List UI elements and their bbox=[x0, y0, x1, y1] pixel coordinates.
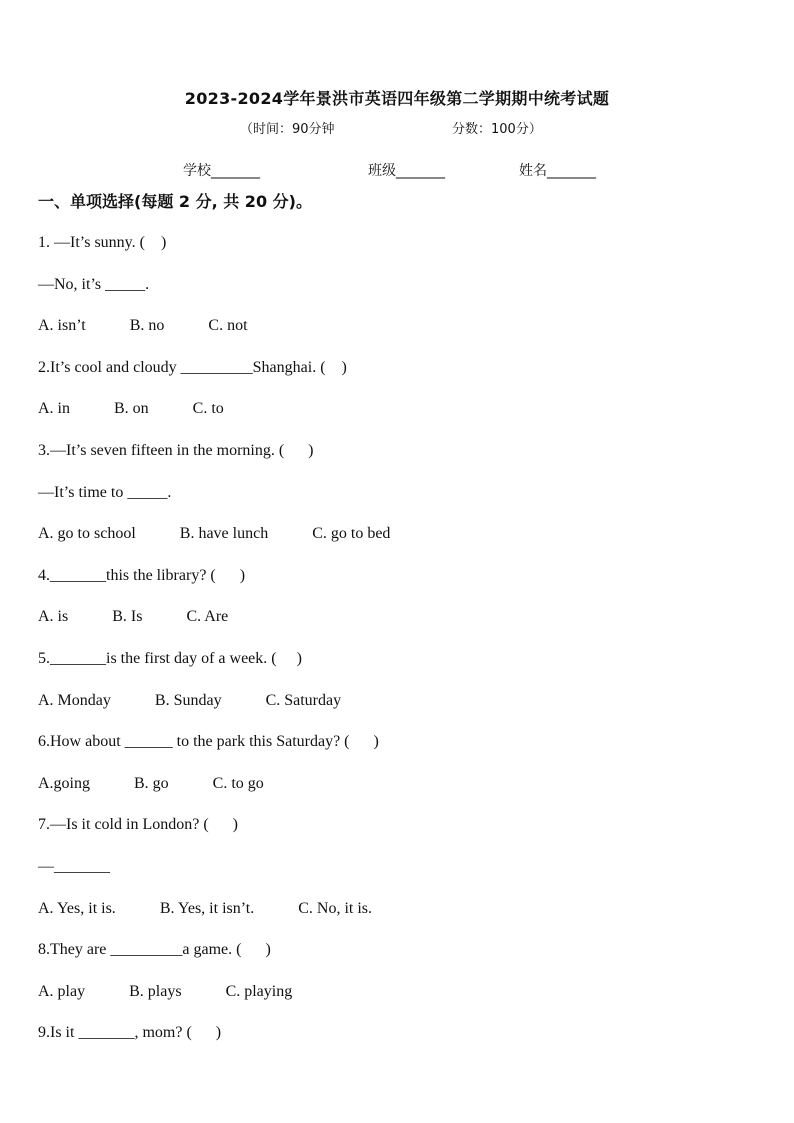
answer-option[interactable]: B. on bbox=[114, 400, 149, 418]
answer-option[interactable]: A. Monday bbox=[38, 691, 111, 709]
answer-option[interactable]: B. Is bbox=[112, 608, 143, 626]
question-stem: 4._______this the library? ( ) bbox=[38, 566, 246, 584]
answer-option[interactable]: A. isn’t bbox=[38, 317, 86, 335]
answer-options bbox=[38, 313, 758, 355]
answer-option[interactable]: A. go to school bbox=[38, 525, 136, 543]
name-field[interactable]: 姓名_______ bbox=[519, 163, 596, 179]
question-stem: 3.—It’s seven fifteen in the morning. ( ) bbox=[38, 441, 314, 459]
exam-score: 分数：100分） bbox=[452, 122, 542, 137]
question-list bbox=[38, 230, 758, 1062]
answer-options bbox=[38, 396, 758, 438]
answer-option[interactable]: C. to go bbox=[212, 774, 264, 792]
answer-options bbox=[38, 896, 758, 938]
answer-option[interactable]: B. go bbox=[134, 774, 169, 792]
answer-option[interactable]: C. Saturday bbox=[265, 691, 342, 709]
answer-option[interactable]: C. not bbox=[208, 317, 248, 335]
question-response-line: —_______ bbox=[38, 857, 110, 875]
answer-option[interactable]: B. plays bbox=[129, 982, 182, 1000]
answer-option[interactable]: A. play bbox=[38, 982, 86, 1000]
question-stem: 8.They are _________a game. ( ) bbox=[38, 941, 271, 959]
answer-option[interactable]: B. have lunch bbox=[179, 525, 269, 543]
answer-options bbox=[38, 521, 758, 563]
section-heading: 一、单项选择(每题 2 分, 共 20 分)。 bbox=[38, 192, 312, 211]
question-stem: 9.Is it _______, mom? ( ) bbox=[38, 1024, 222, 1042]
answer-options bbox=[38, 771, 758, 813]
school-field[interactable]: 学校_______ bbox=[183, 163, 260, 179]
question-stem: 2.It’s cool and cloudy _________Shanghai. ( ) bbox=[38, 358, 347, 376]
question-stem: 6.How about ______ to the park this Saturday? ( ) bbox=[38, 733, 379, 751]
answer-option[interactable]: B. Sunday bbox=[154, 691, 222, 709]
answer-option[interactable]: B. Yes, it isn’t. bbox=[159, 899, 255, 917]
question-response-line: —No, it’s _____. bbox=[38, 275, 150, 293]
exam-title: 2023-2024学年景洪市英语四年级第二学期期中统考试题 bbox=[184, 89, 610, 108]
answer-option[interactable]: A. in bbox=[38, 400, 70, 418]
answer-option[interactable]: A. Yes, it is. bbox=[38, 899, 116, 917]
answer-option[interactable]: C. to bbox=[192, 400, 224, 418]
answer-options bbox=[38, 688, 758, 730]
question-response-line: —It’s time to _____. bbox=[38, 483, 172, 501]
question-stem: 7.—Is it cold in London? ( ) bbox=[38, 816, 238, 834]
class-field[interactable]: 班级_______ bbox=[368, 163, 445, 179]
answer-option[interactable]: A.going bbox=[38, 774, 90, 792]
question-stem: 1. —It’s sunny. ( ) bbox=[38, 234, 167, 251]
exam-time: （时间：90分钟 bbox=[240, 122, 335, 137]
answer-options bbox=[38, 979, 758, 1021]
answer-option[interactable]: C. Are bbox=[186, 608, 229, 626]
answer-option[interactable]: B. no bbox=[129, 317, 165, 335]
answer-option[interactable]: C. playing bbox=[225, 982, 293, 1000]
answer-option[interactable]: C. No, it is. bbox=[298, 899, 373, 917]
answer-options bbox=[38, 604, 758, 646]
answer-option[interactable]: C. go to bed bbox=[312, 525, 391, 543]
answer-option[interactable]: A. is bbox=[38, 608, 69, 626]
question-stem: 5._______is the first day of a week. ( ) bbox=[38, 649, 302, 667]
